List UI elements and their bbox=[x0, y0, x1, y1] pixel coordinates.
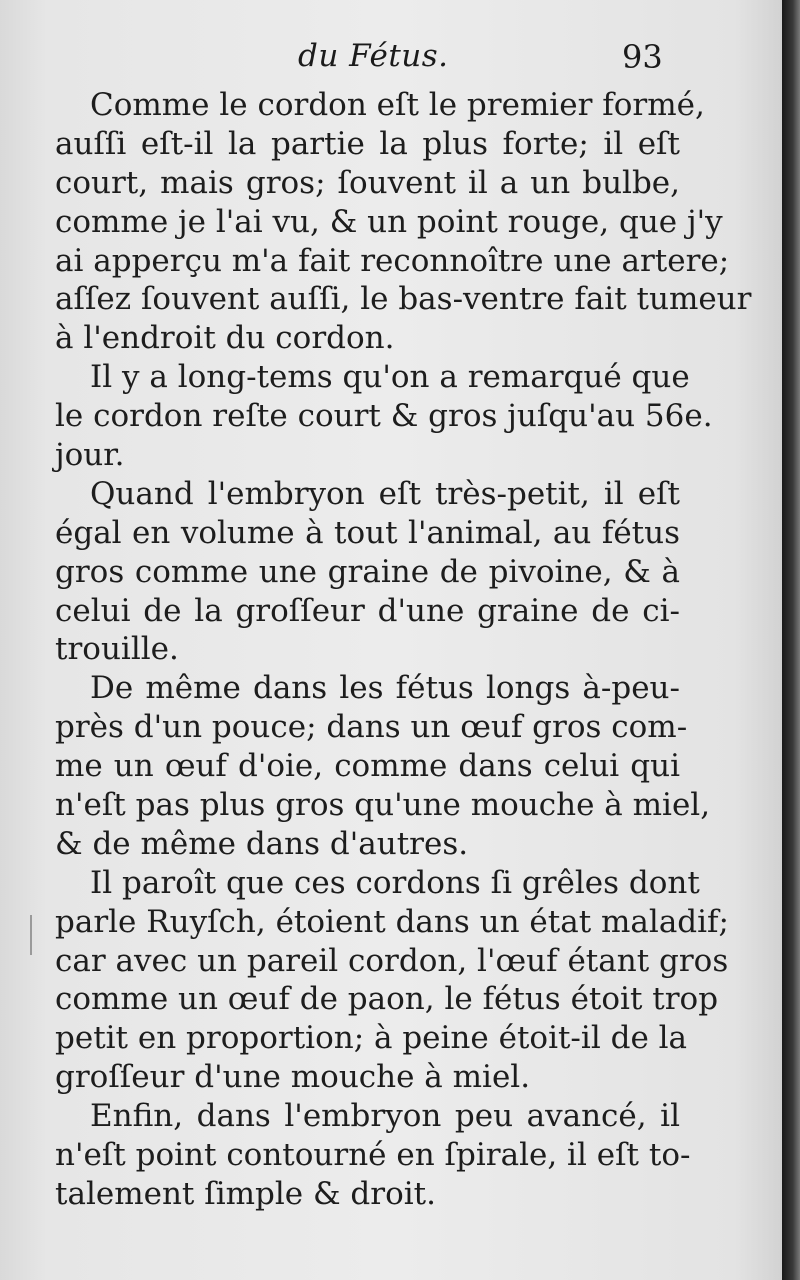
text-line: n'eſt point contourné en ſpirale, il eſt to- bbox=[55, 1137, 691, 1174]
text-line: Enfin, dans l'embryon peu avancé, il bbox=[90, 1098, 680, 1135]
text-line: comme un œuf de paon, le fétus étoit trop bbox=[55, 981, 719, 1018]
text-line: petit en proportion; à peine étoit-il de la bbox=[55, 1020, 688, 1057]
text-line: De même dans les fétus longs à-peu- bbox=[90, 670, 680, 707]
text-line: Il paroît que ces cordons ſi grêles dont bbox=[90, 864, 700, 901]
text-line: court, mais gros; ſouvent il a un bulbe, bbox=[55, 164, 680, 201]
text-line: aſſez ſouvent auſſi, le bas-ventre fait tumeur bbox=[55, 281, 752, 318]
text-line: égal en volume à tout l'animal, au fétus bbox=[55, 514, 680, 551]
page-header bbox=[0, 38, 782, 88]
text-line: me un œuf d'oie, comme dans celui qui bbox=[55, 748, 680, 785]
text-line: Quand l'embryon eſt très-petit, il eſt bbox=[90, 475, 680, 512]
text-line: à l'endroit du cordon. bbox=[55, 320, 395, 357]
running-title: du Fétus. bbox=[298, 38, 449, 74]
text-line: jour. bbox=[55, 437, 125, 474]
text-line: comme je l'ai vu, & un point rouge, que j'y bbox=[55, 203, 723, 240]
text-line: auſſi eſt-il la partie la plus forte; il eſt bbox=[55, 125, 680, 162]
text-line: gros comme une graine de pivoine, & à bbox=[55, 553, 680, 590]
text-line: talement ſimple & droit. bbox=[55, 1175, 436, 1212]
page-number: 93 bbox=[622, 38, 663, 76]
page-edge-shadow bbox=[782, 0, 800, 1280]
margin-mark bbox=[30, 915, 32, 955]
text-line: car avec un pareil cordon, l'œuf étant gros bbox=[55, 942, 729, 979]
text-line: parle Ruyſch, étoient dans un état maladif; bbox=[55, 903, 729, 940]
text-line: ai apperçu m'a fait reconnoître une artere; bbox=[55, 242, 730, 279]
body-text bbox=[55, 86, 752, 1214]
text-line: & de même dans d'autres. bbox=[55, 825, 469, 862]
text-line: Comme le cordon eſt le premier formé, bbox=[90, 87, 705, 123]
text-line: n'eſt pas plus gros qu'une mouche à miel, bbox=[55, 787, 711, 824]
text-line: le cordon reſte court & gros juſqu'au 56e. bbox=[55, 398, 713, 435]
text-line: près d'un pouce; dans un œuf gros com- bbox=[55, 709, 688, 746]
text-line: celui de la groſſeur d'une graine de ci- bbox=[55, 592, 680, 629]
text-line: Il y a long-tems qu'on a remarqué que bbox=[90, 359, 690, 396]
text-line: trouille. bbox=[55, 631, 179, 668]
text-line: groſſeur d'une mouche à miel. bbox=[55, 1059, 531, 1096]
